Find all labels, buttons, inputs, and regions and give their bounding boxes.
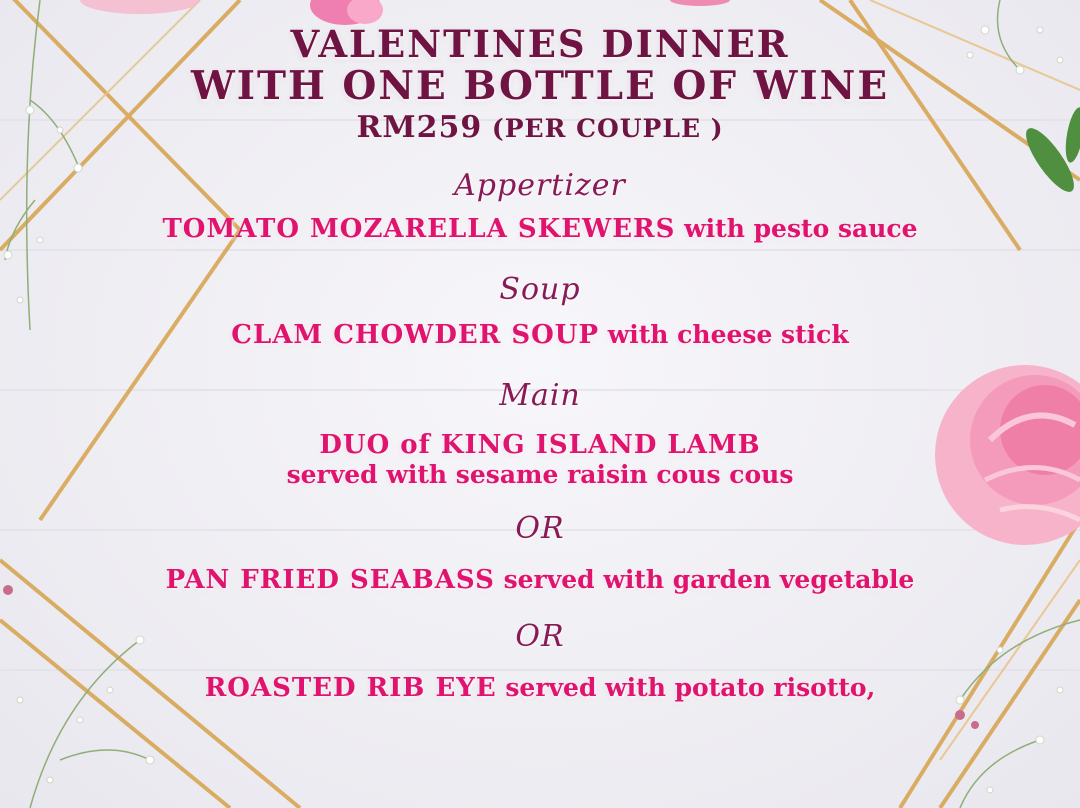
rose-flower-icon <box>935 365 1080 545</box>
dish-appetizer <box>140 215 940 245</box>
section-soup: Soup <box>499 271 581 307</box>
leaf-icon <box>1018 106 1080 198</box>
price-amount: RM259 <box>356 110 483 145</box>
dish-soup <box>140 321 940 351</box>
price-suffix: (PER COUPLE ) <box>482 114 724 143</box>
dish-soup-name: CLAM CHOWDER SOUP <box>231 319 600 350</box>
section-main: Main <box>499 377 581 413</box>
menu-card <box>140 20 940 704</box>
dish-main-2-name: PAN FRIED SEABASS <box>165 565 495 596</box>
menu-title-line-2: WITH ONE BOTTLE OF WINE <box>190 63 890 109</box>
dish-main-2-desc: served with garden vegetable <box>494 565 915 595</box>
dish-appetizer-name: TOMATO MOZARELLA SKEWERS <box>162 214 676 244</box>
dish-appetizer-desc: with pesto sauce <box>675 214 918 243</box>
menu-title-line-1: VALENTINES DINNER <box>290 22 790 66</box>
dish-main-1-name: DUO of KING ISLAND LAMB <box>319 429 761 460</box>
menu-price <box>140 110 940 145</box>
section-appetizer: Appertizer <box>454 168 626 203</box>
dish-soup-desc: with cheese stick <box>599 319 849 349</box>
dish-main-3-desc: served with potato risotto, <box>496 673 876 703</box>
section-or-1: OR <box>515 511 565 547</box>
dish-main-1-desc: served with sesame raisin cous cous <box>286 459 794 489</box>
dish-main-3 <box>140 674 940 704</box>
dish-main-3-name: ROASTED RIB EYE <box>204 673 497 704</box>
section-or-2: OR <box>515 619 565 655</box>
dish-main-2 <box>140 566 940 596</box>
dish-main-1 <box>140 431 940 488</box>
